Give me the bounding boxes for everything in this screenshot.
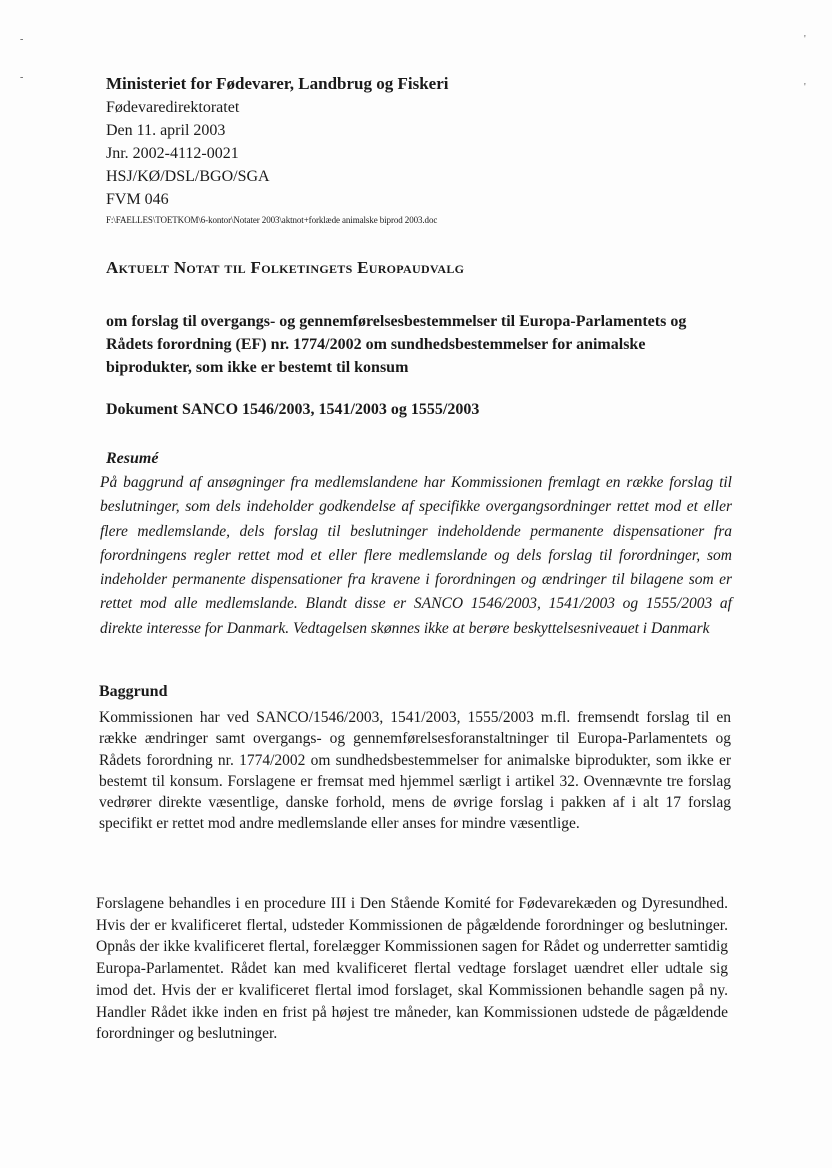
file-path: F:\FAELLES\TOETKOM\6-kontor\Notater 2003\aktnot+forklæde animalske biprod 2003.doc xyxy=(106,215,438,225)
document-date: Den 11. april 2003 xyxy=(106,122,226,139)
scan-mark: - xyxy=(20,34,24,45)
journal-number: Jnr. 2002-4112-0021 xyxy=(106,145,239,162)
background-heading: Baggrund xyxy=(99,683,168,700)
directorate-name: Fødevaredirektoratet xyxy=(106,99,240,116)
scan-mark: - xyxy=(20,72,24,83)
resume-text: På baggrund af ansøgninger fra medlemslandene har Kommissionen fremlagt en række forslag til beslutninger, som dels indeholder godkendelse af specifikke overgangsordninger rettet mod et eller flere medlemslande, dels forslag til beslutninger indeholdende permanente dispensationer fra forordningens regler rettet mod et eller flere medlemslande og dels forslag til forordninger, som indeholder permanente dispensationer fra kravene i forordningen og ændringer til bilagene som er rettet mod alle medlemslande. Blandt disse er SANCO 1546/2003, 1541/2003 og 1555/2003 af direkte interesse for Danmark. Vedtagelsen skønnes ikke at berøre beskyttelsesniveauet i Danmark xyxy=(100,474,732,637)
document-subject: om forslag til overgangs- og gennemførelsesbestemmelser til Europa-Parlamentets og Rådets forordning (EF) nr. 1774/2002 om sundhedsbestemmelser for animalske biprodukter, som ikke er bestemt til konsum xyxy=(106,313,687,376)
ministry-name: Ministeriet for Fødevarer, Landbrug og Fiskeri xyxy=(106,74,449,93)
letterhead xyxy=(106,72,746,227)
scan-mark: ' xyxy=(804,34,806,45)
fvm-number: FVM 046 xyxy=(106,191,169,208)
document-reference: Dokument SANCO 1546/2003, 1541/2003 og 1555/2003 xyxy=(106,401,480,418)
document-title: Aktuelt Notat til Folketingets Europaudvalg xyxy=(106,258,465,277)
initials: HSJ/KØ/DSL/BGO/SGA xyxy=(106,168,270,185)
background-paragraph-2: Forslagene behandles i en procedure III i Den Stående Komité for Fødevarekæden og Dyresundhed. Hvis der er kvalificeret flertal, udsteder Kommissionen de pågældende forordninger og beslutninger. Opnås der ikke kvalificeret flertal, forelægger Kommissionen sagen for Rådet og underretter samtidig Europa-Parlamentet. Rådet kan med kvalificeret flertal vedtage forslaget uændret eller udtale sig imod det. Hvis der er kvalificeret flertal imod forslaget, skal Kommissionen behandle sagen på ny. Handler Rådet ikke inden en frist på højest tre måneder, kan Kommissionen udstede de pågældende forordninger og beslutninger. xyxy=(96,895,728,1043)
background-paragraph-1: Kommissionen har ved SANCO/1546/2003, 1541/2003, 1555/2003 m.fl. fremsendt forslag til en række ændringer samt overgangs- og gennemførelsesforanstaltninger til Europa-Parlamentets og Rådets forordning nr. 1774/2002 om sundhedsbestemmelser for animalske biprodukter, som ikke er bestemt til konsum. Forslagene er fremsat med hjemmel særligt i artikel 32. Ovennævnte tre forslag vedrører direkte væsentlige, danske forhold, mens de øvrige forslag i pakken af i alt 17 forslag specifikt er rettet mod andre medlemslande eller anses for mindre væsentlige. xyxy=(99,709,731,833)
scan-mark: ' xyxy=(804,82,806,93)
resume-heading: Resumé xyxy=(106,450,159,467)
